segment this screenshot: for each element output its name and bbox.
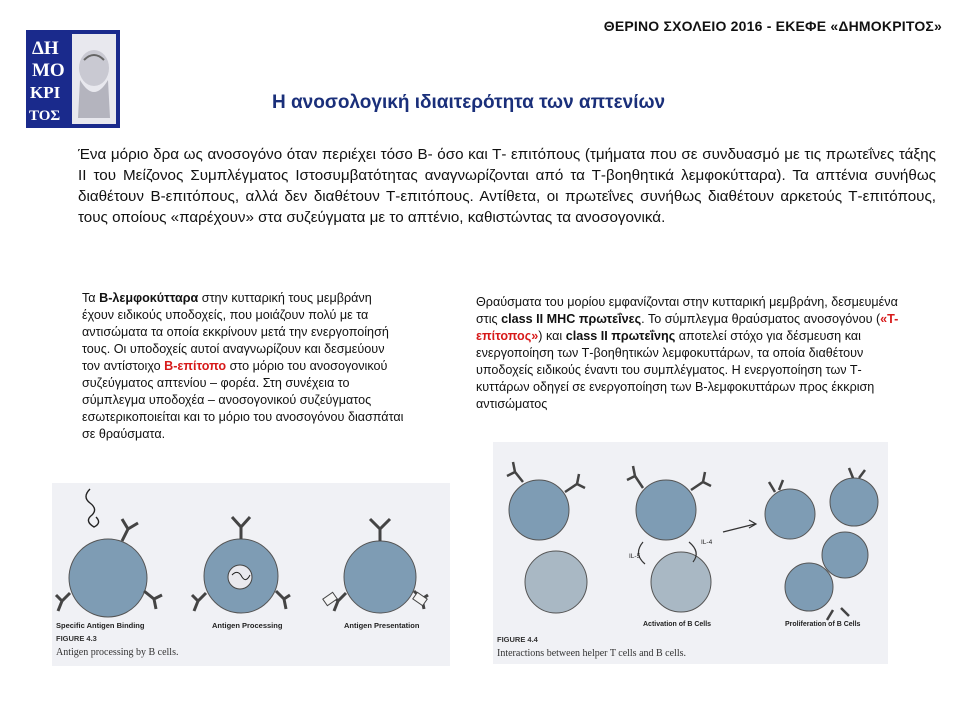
b-cell-1	[69, 539, 147, 617]
demokritos-logo	[26, 30, 120, 128]
b-cell-description	[82, 290, 406, 443]
figure-4-4	[493, 442, 888, 664]
text-span: Τα	[82, 291, 100, 305]
proliferating-b-cell-4	[785, 563, 833, 611]
t-cell-description	[476, 294, 908, 413]
text-span: στο μόριο του ανοσογονικού συζεύγματος απτενίου – φορέα. Στη συνέχεια το σύμπλεγμα υποδοχέα – ανοσογονικού συζεύγματος εσωτερικοποιείται και το μόριο του ανοσογόνου διασπάται σε θραύσματα.	[82, 359, 404, 441]
logo-line-1: ΔΗ	[32, 38, 59, 59]
logo-line-3: ΚΡΙ	[30, 83, 61, 102]
figure-4-4-caption: Interactions between helper T cells and B cells.	[497, 648, 687, 659]
label-processing: Antigen Processing	[212, 621, 283, 630]
b-cell-presenting	[509, 480, 569, 540]
t-epitope-term: «Τ-επίτοπος»	[476, 312, 899, 343]
figure-4-3-illustration	[52, 483, 450, 666]
class-ii-term: class II πρωτεΐνης	[565, 329, 676, 343]
label-proliferation: Proliferation of B Cells	[785, 621, 861, 628]
figure-4-3-caption: Antigen processing by B cells.	[56, 647, 179, 658]
text-span: ) και	[538, 329, 566, 343]
label-presentation: Antigen Presentation	[344, 621, 420, 630]
antigen-icon	[86, 489, 99, 527]
b-lymphocytes-term: Β-λεμφοκύτταρα	[99, 291, 199, 305]
proliferating-b-cell-2	[830, 478, 878, 526]
il-5-label: IL-5	[629, 553, 641, 560]
b-cell-3	[344, 541, 416, 613]
figure-4-3-number: FIGURE 4.3	[56, 634, 97, 643]
figure-4-4-number: FIGURE 4.4	[497, 635, 538, 644]
proliferating-b-cell-1	[765, 489, 815, 539]
intro-paragraph: Ένα μόριο δρα ως ανοσογόνο όταν περιέχει τόσο Β- όσο και Τ- επιτόπους (τμήματα που σε συνδυασμό με τις πρωτεΐνες τάξης ΙΙ του Μείζονος Συμπλέγματος Ιστοσυμβατότητας αναγνωρίζονται από τα Τ-βοηθητικά λεμφοκύτταρα). Τα απτένια συνήθως διαθέτουν Β-επιτόπους, αλλά δεν διαθέτουν Τ-επιτόπους. Αντίθετα, οι πρωτεΐνες συνήθως διαθέτουν αρκετούς Τ-επιτόπους, τους οποίους «παρέχουν» στα συζεύγματα με το απτένιο, καθιστώντας τα ανοσογονικά.	[78, 146, 936, 226]
header-text: ΘΕΡΙΝΟ ΣΧΟΛΕΙΟ 2016 - ΕΚΕΦΕ «ΔΗΜΟΚΡΙΤΟΣ»	[603, 18, 942, 34]
mhc-term: class II MHC πρωτεΐνες	[501, 312, 642, 326]
text-span: Θραύσματα του μορίου εμφανίζονται στην κυτταρική μεμβράνη, δεσμευμένα στις	[476, 295, 898, 326]
label-specific-binding: Specific Antigen Binding	[56, 621, 145, 630]
text-span: . Το σύμπλεγμα θραύσματος ανοσογόνου (	[641, 312, 881, 326]
figure-4-3	[52, 483, 450, 666]
b-epitope-term: Β-επίτοπο	[164, 359, 227, 373]
logo-line-4: ΤΟΣ	[29, 108, 61, 124]
label-activation: Activation of B Cells	[643, 621, 712, 628]
text-span: αποτελεί στόχο για δέσμευση και ενεργοποίηση των Τ-βοηθητικών λεμφοκυττάρων, τα οποία διαθέτουν υποδοχείς ειδικούς έναντι του συμπλέγματος. Η ενεργοποίηση των Τ-κυττάρων οδηγεί σε ενεργοποίηση των Β-λεμφοκυττάρων προς έκκριση αντισώματος	[476, 329, 875, 411]
text-span: στην κυτταρική τους μεμβράνη έχουν ειδικούς υποδοχείς, που μοιάζουν πολύ με τα αντισώματα τα οποία εκκρίνουν μετά την ενεργοποίησή τους. Οι υποδοχείς αυτοί αναγνωρίζουν και δεσμεύουν τον αντίστοιχο	[82, 291, 389, 373]
t-cell-activation	[651, 552, 711, 612]
proliferating-b-cell-3	[822, 532, 868, 578]
figure-4-4-illustration	[493, 442, 888, 664]
b-cell-activation	[636, 480, 696, 540]
logo-line-2: ΜΟ	[32, 60, 65, 81]
helper-t-cell	[525, 551, 587, 613]
il-4-label: IL-4	[701, 539, 713, 546]
slide-title: Η ανοσολογική ιδιαιτερότητα των απτενίων	[272, 92, 666, 113]
